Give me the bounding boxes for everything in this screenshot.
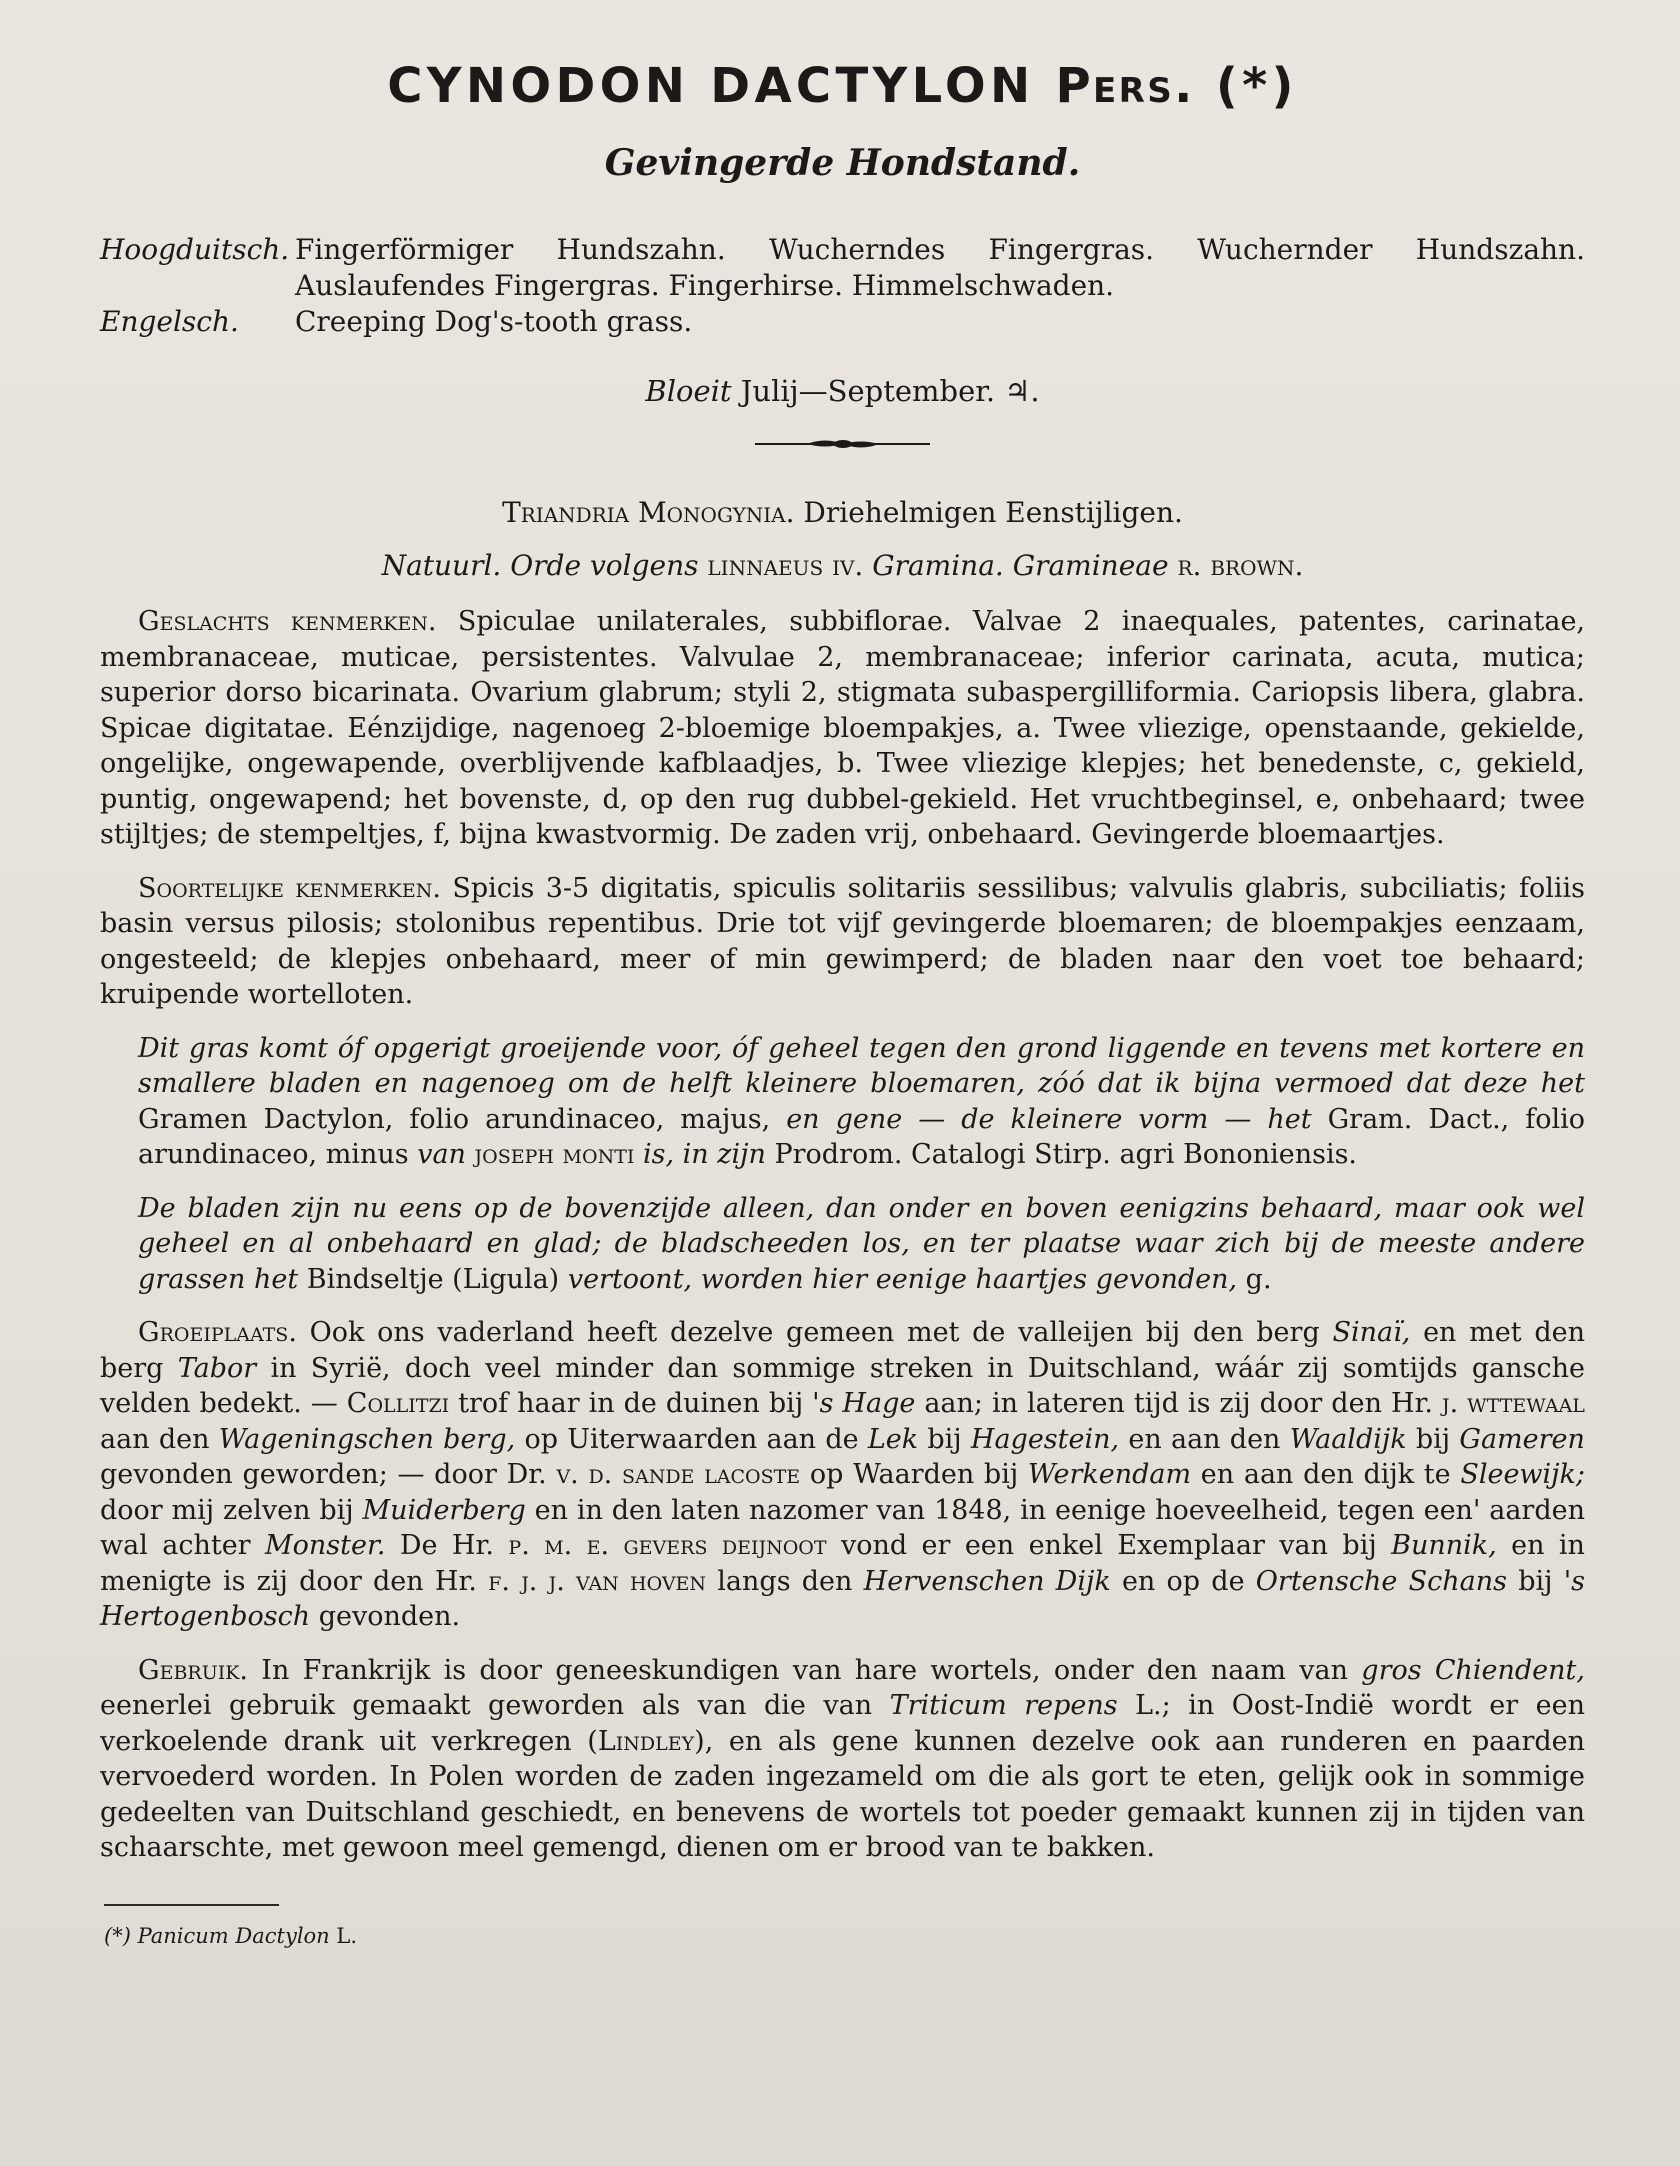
habitat-text: gevonden geworden; — door Dr. bbox=[100, 1459, 547, 1490]
common-name-value: Fingerförmiger Hundszahn. Wucherndes Fingergras. Wuchernder Hundszahn. Auslaufendes Fingergras. Fingerhirse. Himmelschwaden. bbox=[295, 233, 1585, 302]
usage-term: gros Chiendent, bbox=[1361, 1654, 1585, 1686]
class-name: Triandria Monogynia. bbox=[502, 496, 795, 529]
common-name-language: Hoogduitsch. bbox=[100, 233, 290, 266]
common-names bbox=[100, 232, 1585, 340]
habitat-place: Hervenschen Dijk bbox=[863, 1565, 1111, 1597]
habitat-text: gevonden. bbox=[318, 1601, 461, 1632]
habitat-place: Sinaï, bbox=[1332, 1317, 1411, 1348]
usage-text: eenerlei gebruik gemaakt geworden als van die van bbox=[100, 1690, 873, 1721]
habitat-place: Muiderberg bbox=[362, 1494, 526, 1526]
leaf-note bbox=[100, 1191, 1585, 1298]
flowering-label: Bloeit bbox=[645, 374, 732, 408]
divider-ornament-icon bbox=[755, 436, 930, 452]
common-name-row bbox=[100, 304, 1585, 340]
habitat-text: De Hr. bbox=[399, 1530, 495, 1561]
common-name-language: Engelsch. bbox=[100, 305, 239, 338]
footnote-marker: (*) bbox=[104, 1923, 131, 1948]
class-dutch: Driehelmigen Eenstijligen. bbox=[803, 496, 1183, 529]
note-author: joseph monti bbox=[474, 1139, 635, 1170]
species-characters-paragraph bbox=[100, 871, 1585, 1013]
note-figure-letter: g. bbox=[1245, 1263, 1272, 1295]
usage-paragraph bbox=[100, 1653, 1585, 1866]
habitat-person: v. d. sande lacoste bbox=[556, 1459, 801, 1490]
page-subtitle: Gevingerde Hondstand. bbox=[604, 142, 1081, 184]
habitat-place: Monster. bbox=[265, 1530, 386, 1561]
habitat-place: Hagestein, bbox=[970, 1423, 1120, 1455]
note-text: De bladen zijn nu eens op de bovenzijde alleen, dan onder en boven eenigzins behaard, maar ook wel geheel en al onbehaard en glad; de bladscheeden los, en ter plaatse waar zich bij de meeste andere grassen het bbox=[138, 1192, 1585, 1295]
habitat-text: bij bbox=[927, 1423, 962, 1455]
note-text: en gene — de kleinere vorm — het bbox=[786, 1103, 1312, 1135]
habitat-text: en in den laten nazomer van 1848, in eenige hoeveelheid, tegen een' aarden wal achter bbox=[100, 1494, 1585, 1561]
habitat-place: Lek bbox=[867, 1423, 919, 1455]
genus-characters-text: Spiculae unilaterales, subbiflorae. Valvae 2 inaequales, patentes, carinatae, membranaceae, muticae, persistentes. Valvulae 2, membranaceae; inferior carinata, acuta, mutica; superior dorso bicarinata. Ovarium glabrum; styli 2, stigmata subaspergilliformia. Cariopsis libera, glabra. Spicae digitatae. Eénzijdige, nagenoeg 2-bloemige bloempakjes, a. Twee vliezige, openstaande, gekielde, ongelijke, ongewapende, overblijvende kafblaadjes, b. Twee vliezige klepjes; het benedenste, c, gekield, puntig, ongewapend; het bovenste, d, op den rug dubbel-gekield. Het vruchtbeginsel, e, onbehaard; twee stijltjes; de stempeltjes, f, bijna kwastvormig. De zaden vrij, onbehaard. Gevingerde bloemaartjes. bbox=[100, 606, 1585, 850]
habitat-text: vond er een enkel Exemplaar van bij bbox=[840, 1530, 1377, 1561]
flowering-line bbox=[100, 374, 1585, 408]
note-text: vertoont, worden hier eenige haartjes gevonden, bbox=[567, 1263, 1238, 1295]
habitat-person: p. m. e. gevers deijnoot bbox=[508, 1530, 827, 1561]
habitat-text: en aan den dijk te bbox=[1200, 1459, 1451, 1490]
habitat-text: bij bbox=[1518, 1565, 1553, 1597]
habitat-text: bij bbox=[1415, 1423, 1451, 1455]
note-term: Bindseltje (Ligula) bbox=[306, 1263, 560, 1295]
species-characters-text: Spicis 3-5 digitatis, spiculis solitariis sessilibus; valvulis glabris, subciliatis; foliis basin versus pilosis; stolonibus repentibus. Drie tot vijf gevingerde bloemaren; de bloempakjes eenzaam, ongesteeld; de klepjes onbehaard, meer of min gewimperd; de bladen naar den voet toe behaard; kruipende wortelloten. bbox=[100, 872, 1586, 1010]
habitat-text: en met den berg bbox=[100, 1317, 1585, 1384]
footnote-text: Panicum Dactylon bbox=[137, 1923, 330, 1948]
habitat-place: Gameren bbox=[1459, 1423, 1585, 1455]
order-author-brown: r. brown. bbox=[1177, 549, 1304, 582]
habitat-text: en op de bbox=[1121, 1565, 1245, 1597]
habitat-place: Ortensche Schans bbox=[1255, 1565, 1507, 1597]
footnote-divider bbox=[104, 1904, 279, 1906]
habitat-text: en in menigte is zij door den Hr. bbox=[100, 1530, 1585, 1597]
habitat-text: in Syrië, doch veel minder dan sommige streken in Duitschland, wáár zij somtijds gansche velden bedekt. — bbox=[100, 1352, 1585, 1419]
common-name-value: Creeping Dog's-tooth grass. bbox=[295, 305, 693, 338]
species-characters-heading: Soortelijke kenmerken. bbox=[138, 872, 441, 904]
genus-characters-heading: Geslachts kenmerken. bbox=[138, 606, 437, 637]
note-latin: Gram. Dact., folio arundinaceo, minus bbox=[138, 1103, 1586, 1170]
natural-order-line bbox=[100, 549, 1585, 582]
usage-text: L.; in Oost-Indië wordt er een verkoelende drank uit verkregen ( bbox=[100, 1690, 1585, 1757]
note-text: Dit gras komt óf opgerigt groeijende voor, óf geheel tegen den grond liggende en tevens met kortere en smallere bladen en nagenoeg om de helft kleinere bloemaren, zóó dat ik bijna vermoed dat deze het bbox=[138, 1032, 1585, 1099]
title-author: Pers. bbox=[1055, 58, 1195, 114]
usage-text: ), en als gene kunnen dezelve ook aan runderen en paarden vervoederd worden. In Polen worden de zaden ingezameld om die als gort te eten, gelijk ook in sommige gedeelten van Duitschland geschiedt, en benevens de wortels tot poeder gemaakt kunnen zij in tijden van schaarschte, met gewoon meel gemengd, dienen om er brood van te bakken. bbox=[100, 1725, 1586, 1863]
habitat-place: Tabor bbox=[177, 1352, 257, 1384]
habitat-person: f. j. j. van hoven bbox=[488, 1565, 707, 1597]
common-name-row bbox=[100, 232, 1585, 304]
note-latin: Gramen Dactylon, folio arundinaceo, majus, bbox=[138, 1103, 771, 1135]
title-footnote-marker: (*) bbox=[1215, 58, 1298, 114]
habitat-paragraph bbox=[100, 1315, 1585, 1635]
usage-heading: Gebruik. bbox=[138, 1654, 249, 1686]
usage-term: Triticum repens bbox=[889, 1690, 1118, 1721]
habitat-text: en aan den bbox=[1128, 1423, 1281, 1455]
habitat-text: door mij zelven bij bbox=[100, 1494, 354, 1526]
habitat-place: Bunnik, bbox=[1391, 1530, 1497, 1561]
habitat-place: 's Hage bbox=[812, 1388, 916, 1419]
note-text: van bbox=[417, 1139, 466, 1170]
habitat-person: Collitzi bbox=[346, 1388, 450, 1419]
order-gramina: Gramina. bbox=[872, 549, 1004, 582]
title-main: CYNODON DACTYLON bbox=[387, 58, 1035, 114]
habitat-place: Werkendam bbox=[1027, 1459, 1192, 1490]
note-latin: Prodrom. Catalogi Stirp. agri Bononiensis. bbox=[774, 1139, 1358, 1170]
growth-form-note bbox=[100, 1031, 1585, 1173]
habitat-place: Sleewijk; bbox=[1460, 1459, 1586, 1490]
habitat-text: op Uiterwaarden aan de bbox=[524, 1423, 859, 1455]
genus-characters-paragraph bbox=[100, 604, 1585, 853]
page-title bbox=[100, 58, 1585, 114]
habitat-text: langs den bbox=[717, 1565, 853, 1597]
classification-line bbox=[100, 496, 1585, 529]
usage-person: Lindley bbox=[597, 1725, 695, 1757]
habitat-place: Waaldijk bbox=[1289, 1423, 1407, 1455]
flowering-value: Julij—September. ♃. bbox=[740, 374, 1040, 408]
note-text: is, in zijn bbox=[642, 1139, 766, 1170]
habitat-text: trof haar in de duinen bij bbox=[458, 1388, 804, 1419]
habitat-text: aan den bbox=[100, 1423, 210, 1455]
habitat-heading: Groeiplaats. bbox=[138, 1317, 297, 1348]
order-gramineae: Gramineae bbox=[1012, 549, 1169, 582]
footnote bbox=[104, 1924, 1585, 1948]
footnote-author: L. bbox=[336, 1923, 358, 1948]
order-author: linnaeus iv. bbox=[707, 549, 864, 582]
usage-text: In Frankrijk is door geneeskundigen van hare wortels, onder den naam van bbox=[261, 1654, 1349, 1686]
habitat-text: aan; in lateren tijd is zij door den Hr. bbox=[924, 1388, 1434, 1419]
habitat-text: op Waarden bij bbox=[809, 1459, 1019, 1490]
habitat-place: 's Hertogenbosch bbox=[100, 1565, 1586, 1632]
habitat-text: Ook ons vaderland heeft dezelve gemeen met de valleijen bij den berg bbox=[309, 1317, 1320, 1348]
habitat-person: j. wttewaal bbox=[1442, 1388, 1585, 1419]
habitat-place: Wageningschen berg, bbox=[218, 1423, 516, 1455]
order-label: Natuurl. Orde volgens bbox=[381, 549, 699, 582]
